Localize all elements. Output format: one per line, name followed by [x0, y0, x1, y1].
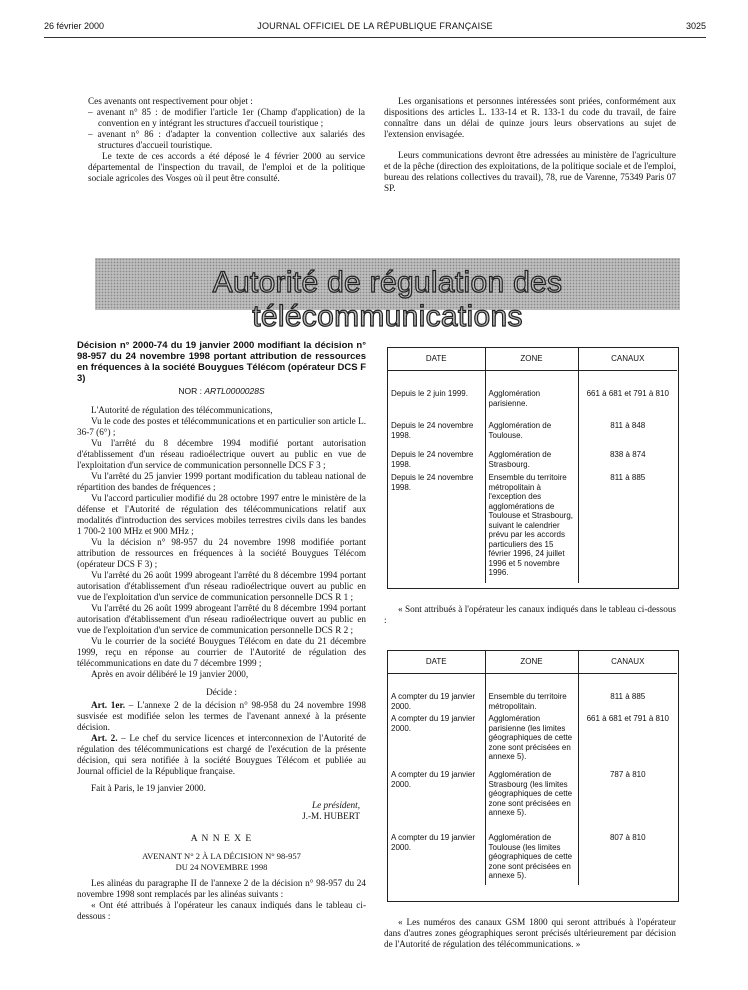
cell-date: Depuis le 24 novembre 1998.: [388, 421, 485, 450]
avenant-date: DU 24 NOVEMBRE 1998: [175, 862, 268, 872]
visa-list: [77, 405, 366, 680]
page-header: [44, 21, 706, 35]
col-header-zone: ZONE: [485, 348, 578, 371]
deposit-paragraph: Le texte de ces accords a été déposé le 4 février 2000 au service départemental de l'inspection du travail, de l'emploi et de la politique sociale agricoles des Vosges où il peut être consulté.: [88, 151, 365, 183]
cell-zone: Ensemble du territoire métropolitain.: [485, 674, 578, 715]
decision-title: Décision n° 2000-74 du 19 janvier 2000 modifiant la décision n° 98-957 du 24 novembre 1998 portant attribution de ressources en fréquences à la société Bouygues Télécom (opérateur DCS F 3): [77, 340, 366, 384]
visa-paragraph: Après en avoir délibéré le 19 janvier 2000,: [91, 669, 249, 679]
visa-paragraph: Vu le courrier de la société Bouygues Télécom en date du 21 décembre 1999, reçu en réponse au courrier de l'Autorité de régulation des télécommunications en date du 7 décembre 1999 ;: [77, 636, 366, 668]
top-left-column: [88, 96, 365, 184]
header-rule: [44, 37, 706, 38]
cell-date: A compter du 19 janvier 2000.: [388, 674, 485, 715]
communications-paragraph: Leurs communications devront être adressées au ministère de l'agriculture et de la pêche (direction des exploitations, de la politique sociale et de l'emploi, bureau des relations collectives du travail), 78, rue de Varenne, 75349 Paris 07 SP.: [384, 150, 676, 193]
cell-canaux: 661 à 681 et 791 à 810: [586, 714, 669, 723]
cell-date: A compter du 19 janvier 2000.: [388, 833, 485, 885]
cell-canaux: 811 à 885: [610, 692, 646, 701]
header-date: 26 février 2000: [44, 21, 105, 31]
col-header-date: DATE: [388, 651, 485, 674]
decide-label: Décide :: [206, 687, 237, 697]
cell-canaux: 661 à 681 et 791 à 810: [586, 389, 669, 398]
table-row: [388, 421, 677, 450]
annexe-paragraph-2: « Ont été attribués à l'opérateur les canaux indiqués dans le tableau ci-dessous :: [77, 900, 366, 921]
article-2-text: – Le chef du service licences et interconnexion de l'Autorité de régulation des télécommunications est chargé de l'exécution de la présente décision, qui sera notifiée à la société Bouygues Télécom et publiée au Journal officiel de la République française.: [77, 733, 366, 776]
channels-table-previous-grid: [388, 348, 677, 583]
cell-date: Depuis le 24 novembre 1998.: [388, 450, 485, 473]
cell-date: Depuis le 24 novembre 1998.: [388, 473, 485, 583]
table-row: [388, 450, 677, 473]
page-number: 3025: [685, 21, 706, 31]
journal-title: JOURNAL OFFICIEL DE LA RÉPUBLIQUE FRANÇAISE: [257, 21, 493, 31]
cell-date: A compter du 19 janvier 2000.: [388, 714, 485, 770]
visa-paragraph: Vu l'arrêté du 25 janvier 1999 portant modification du tableau national de répartition des bandes de fréquences ;: [77, 471, 366, 492]
avenant-85: – avenant n° 85 : de modifier l'article 1er (Champ d'application) de la convention en y intégrant les structures d'accueil touristique ;: [88, 107, 365, 128]
col-header-date: DATE: [388, 348, 485, 371]
done-at-paris: Fait à Paris, le 19 janvier 2000.: [91, 783, 206, 793]
channels-table-current-grid: [388, 651, 677, 885]
decision-column: [77, 340, 366, 922]
cell-canaux: 811 à 885: [610, 473, 646, 482]
cell-canaux: 811 à 848: [610, 421, 646, 430]
cell-zone: Ensemble du territoire métropolitain à l'exception des agglomérations de Toulouse et Strasbourg, suivant le calendrier prévu par les accords particuliers des 15 février 1996, 24 juillet 1996 et 5 novembre 1996.: [485, 473, 578, 583]
table-row: [388, 674, 677, 715]
observations-paragraph: Les organisations et personnes intéressées sont priées, conformément aux dispositions des articles L. 133-14 et R. 133-1 du code du travail, de faire connaître dans un délai de quinze jours leurs observations au sujet de l'extension envisagée.: [384, 96, 676, 139]
signature-name: J.-M. HUBERT: [302, 811, 360, 821]
article-1-label: Art. 1er.: [91, 700, 126, 710]
article-2-label: Art. 2.: [91, 733, 118, 743]
banner-title: Autorité de régulation des télécommunications: [212, 266, 563, 333]
cell-zone: Agglomération parisienne.: [485, 371, 578, 422]
signature-role: Le président,: [312, 800, 360, 810]
table-header-row: [388, 651, 677, 674]
col-header-canaux: CANAUX: [578, 348, 677, 371]
visa-paragraph: Vu la décision n° 98-957 du 24 novembre 1998 modifiée portant attribution de ressources en fréquences à la société Bouygues Télécom (opérateur DCS F 3) ;: [77, 537, 366, 569]
nor-line: [77, 386, 366, 397]
visa-paragraph: Vu le code des postes et télécommunications et en particulier son article L. 36-7 (6°) ;: [77, 416, 366, 437]
cell-canaux: 838 à 874: [609, 450, 646, 459]
cell-zone: Agglomération de Toulouse (les limites géographiques de cette zone sont précisées en annexe 5).: [485, 833, 578, 885]
top-right-column: [384, 96, 676, 194]
visa-paragraph: L'Autorité de régulation des télécommunications,: [91, 405, 273, 415]
avenants-intro: Ces avenants ont respectivement pour objet :: [88, 96, 253, 106]
cell-zone: Agglomération parisienne (les limites géographiques de cette zone sont précisées en annexe 5).: [485, 714, 578, 770]
table-row: [388, 714, 677, 770]
article-1: [77, 700, 366, 733]
cell-zone: Agglomération de Strasbourg (les limites géographiques de cette zone sont précisées en annexe 5).: [485, 770, 578, 833]
table-row: [388, 833, 677, 885]
visa-paragraph: Vu l'accord particulier modifié du 28 octobre 1997 entre le ministère de la défense et l'Autorité de régulation des télécommunications relatif aux modalités d'introduction des services mobiles terrestres civils dans les bandes 1 700-2 100 MHz et 900 MHz ;: [77, 493, 366, 536]
article-2: [77, 733, 366, 777]
col-header-canaux: CANAUX: [578, 651, 677, 674]
cell-date: Depuis le 2 juin 1999.: [388, 371, 485, 422]
visa-paragraph: Vu l'arrêté du 26 août 1999 abrogeant l'arrêté du 8 décembre 1994 portant autorisation d'établissement d'un réseau radioélectrique ouvert au public en vue de l'exploitation d'un service de communication personnelle DCS R 1 ;: [77, 570, 366, 602]
table-header-row: [388, 348, 677, 371]
visa-paragraph: Vu l'arrêté du 8 décembre 1994 modifié portant autorisation d'établissement d'un réseau radioélectrique ouvert au public en vue de l'exploitation d'un service de communication personnelle DCS F 3 ;: [77, 438, 366, 470]
cell-zone: Agglomération de Toulouse.: [485, 421, 578, 450]
avenant-title: AVENANT N° 2 À LA DÉCISION N° 98-957: [142, 851, 301, 861]
col-header-zone: ZONE: [485, 651, 578, 674]
table-row: [388, 371, 677, 422]
cell-zone: Agglomération de Strasbourg.: [485, 450, 578, 473]
annexe-paragraph-1: Les alinéas du paragraphe II de l'annexe 2 de la décision n° 98-957 du 24 novembre 1998 sont remplacés par les alinéas suivants :: [77, 878, 366, 899]
cell-date: A compter du 19 janvier 2000.: [388, 770, 485, 833]
table-row: [388, 473, 677, 583]
table-row: [388, 770, 677, 833]
visa-paragraph: Vu l'arrêté du 26 août 1999 abrogeant l'arrêté du 8 décembre 1994 portant autorisation d'établissement d'un réseau radioélectrique ouvert au public en vue de l'exploitation d'un service de communication personnelle DCS R 2 ;: [77, 603, 366, 635]
nor-code: ARTL0000028S: [204, 386, 265, 396]
cell-canaux: 807 à 810: [609, 833, 646, 842]
cell-canaux: 787 à 810: [609, 770, 646, 779]
avenant-86: – avenant n° 86 : d'adapter la convention collective aux salariés des structures d'accueil touristique.: [88, 129, 365, 150]
annexe-heading: A N N E X E: [190, 834, 253, 844]
article-1-text: – L'annexe 2 de la décision n° 98-958 du 24 novembre 1998 susvisée est modifiée selon les termes de l'avenant annexé à la présente décision.: [77, 700, 366, 732]
closing-text: « Les numéros des canaux GSM 1800 qui seront attribués à l'opérateur dans d'autres zones géographiques seront précisés ultérieurement par décision de l'Autorité de régulation des télécommunications. »: [384, 917, 676, 949]
section-banner: [95, 258, 680, 333]
nor-label: NOR :: [178, 386, 202, 396]
between-tables-text: « Sont attribués à l'opérateur les canaux indiqués dans le tableau ci-dessous :: [384, 604, 676, 625]
